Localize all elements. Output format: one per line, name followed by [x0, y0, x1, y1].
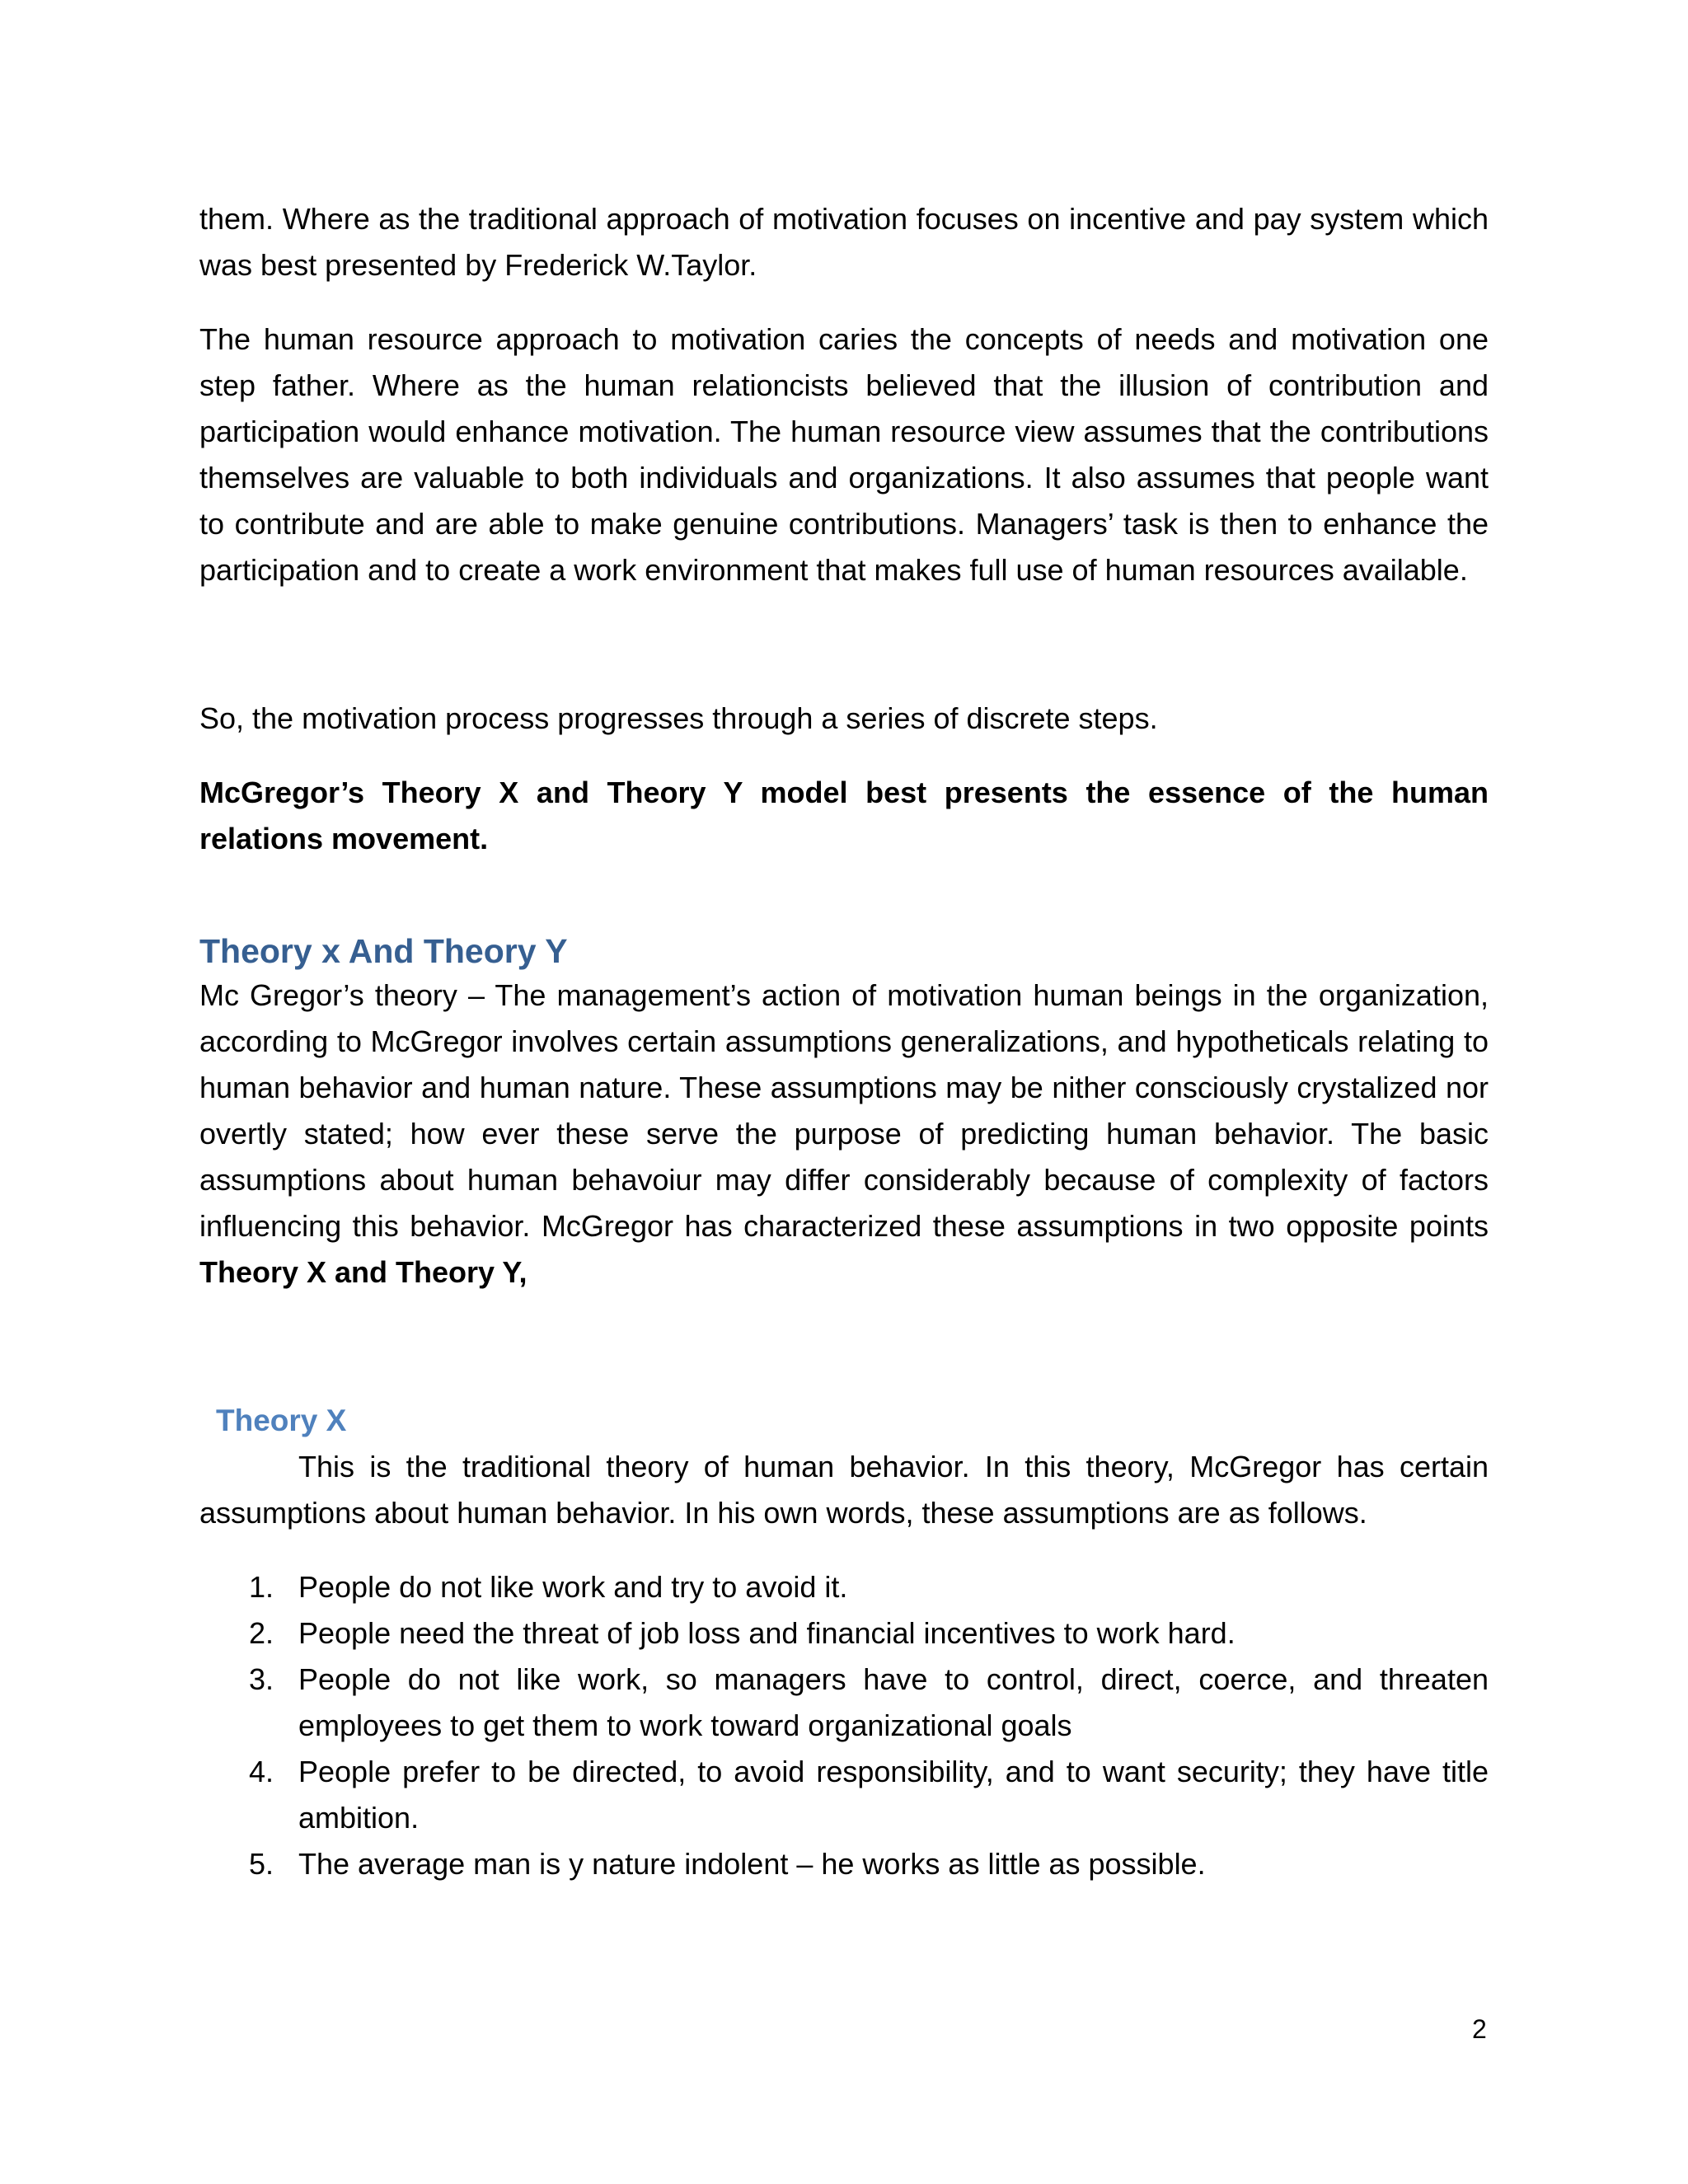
- list-item-text: People need the threat of job loss and financial incentives to work hard.: [298, 1616, 1236, 1650]
- assumptions-list: [199, 1564, 1489, 1887]
- paragraph-motivation-process: So, the motivation process progresses through a series of discrete steps.: [199, 701, 1158, 735]
- list-item-text: People do not like work and try to avoid it.: [298, 1570, 848, 1604]
- list-item: [199, 1841, 1489, 1887]
- list-item-number: 5.: [249, 1847, 274, 1881]
- page-body: [199, 196, 1489, 1887]
- paragraph-mcgregor-theory-text: Mc Gregor’s theory – The management’s action of motivation human beings in the organization, according to McGregor involves certain assumptions generalizations, and hypotheticals relating to human behavior and human nature. These assumptions may be nither consciously crystalized nor overtly stated; how ever these serve the purpose of predicting human behavior. The basic assumptions about human behavoiur may differ considerably because of complexity of factors influencing this behavior. McGregor has characterized these assumptions in two opposite points: [199, 978, 1489, 1243]
- paragraph-mcgregor-theory: [199, 972, 1489, 1296]
- paragraph-theory-x-intro: This is the traditional theory of human behavior. In this theory, McGregor has certain assumptions about human behavior. In his own words, these assumptions are as follows.: [199, 1450, 1489, 1530]
- list-item: [199, 1749, 1489, 1841]
- paragraph-traditional-approach: them. Where as the traditional approach of motivation focuses on incentive and pay system which was best presented by Frederick W.Taylor.: [199, 202, 1489, 282]
- paragraph-human-resource-approach: The human resource approach to motivation caries the concepts of needs and motivation one step father. Where as the human relationcists believed that the illusion of contribution and participation would enhance motivation. The human resource view assumes that the contributions themselves are valuable to both individuals and organizations. It also assumes that people want to contribute and are able to make genuine contributions. Managers’ task is then to enhance the participation and to create a work environment that makes full use of human resources available.: [199, 322, 1489, 587]
- list-item-number: 4.: [249, 1755, 274, 1788]
- list-item: [199, 1657, 1489, 1749]
- list-item: [199, 1610, 1489, 1657]
- list-item: [199, 1564, 1489, 1610]
- heading-theory-x: Theory X: [216, 1404, 347, 1437]
- paragraph-mcgregor-theory-bold: Theory X and Theory Y,: [199, 1255, 528, 1289]
- list-item-text: People do not like work, so managers have to control, direct, coerce, and threaten employees to get them to work toward organizational goals: [298, 1662, 1489, 1742]
- list-item-text: People prefer to be directed, to avoid responsibility, and to want security; they have title ambition.: [298, 1755, 1489, 1835]
- list-item-number: 3.: [249, 1662, 274, 1696]
- list-item-number: 1.: [249, 1570, 274, 1604]
- heading-theory-x-and-y: Theory x And Theory Y: [199, 932, 568, 970]
- paragraph-mcgregor-model: McGregor’s Theory X and Theory Y model best presents the essence of the human relations movement.: [199, 776, 1489, 855]
- page-number: 2: [1472, 2014, 1487, 2044]
- list-item-number: 2.: [249, 1616, 274, 1650]
- list-item-text: The average man is y nature indolent – he works as little as possible.: [298, 1847, 1206, 1881]
